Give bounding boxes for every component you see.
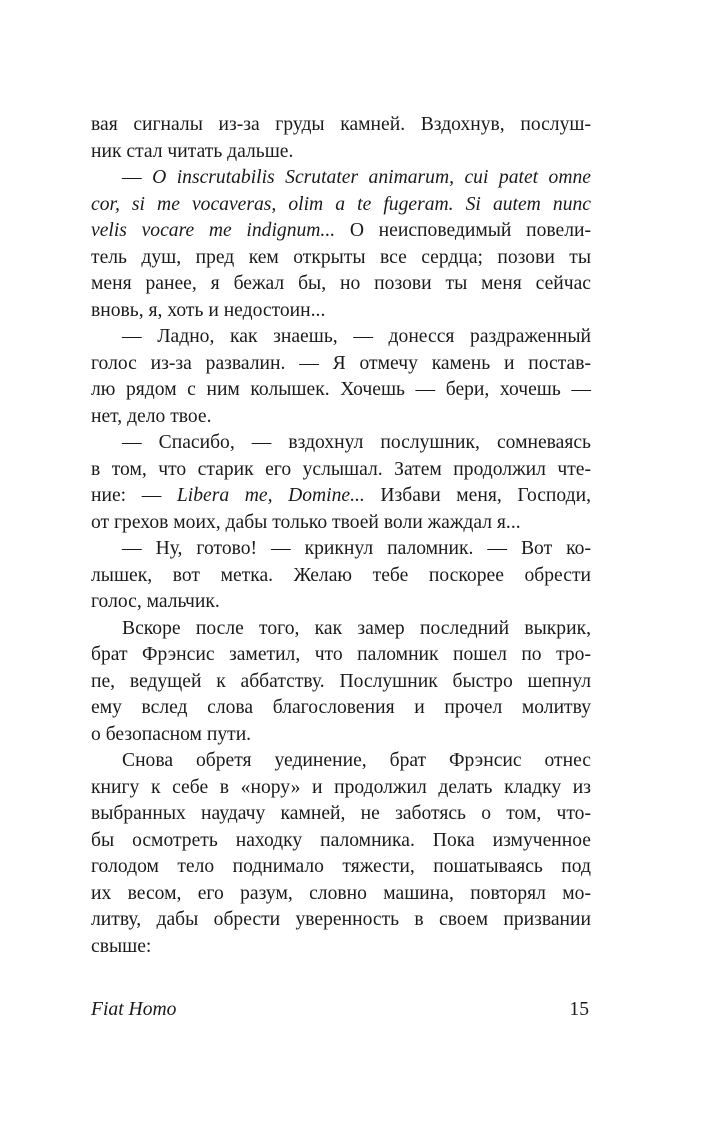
text-run: в том, что старик его услышал. Затем продолжил чте- xyxy=(91,458,591,480)
latin-quote: velis vocare me indignum... xyxy=(91,220,336,241)
text-line xyxy=(91,298,591,325)
text-line xyxy=(91,775,591,802)
page-number: 15 xyxy=(569,999,589,1020)
text-run: нет, дело твое. xyxy=(91,405,212,427)
text-line xyxy=(91,245,591,272)
text-line xyxy=(91,430,591,457)
paragraph xyxy=(91,324,591,430)
text-run: — xyxy=(122,167,153,188)
latin-quote: cor, si me vocaveras, olim a te fugeram. Si autem nunc xyxy=(91,193,591,215)
text-line xyxy=(91,616,591,643)
text-run: Снова обретя уединение, брат Фрэнсис отнес xyxy=(122,750,591,771)
text-line xyxy=(91,748,591,775)
paragraph xyxy=(91,112,591,165)
text-run: О неисповедимый повели- xyxy=(335,220,591,241)
text-run: бы осмотреть находку паломника. Пока измученное xyxy=(91,829,591,851)
text-run: — Спасибо, — вздохнул послушник, сомневаясь xyxy=(122,432,591,453)
text-run: от грехов моих, дабы только твоей воли жаждал я... xyxy=(91,511,521,533)
text-line xyxy=(91,457,591,484)
text-run: свыше: xyxy=(91,935,152,957)
text-run: Вскоре после того, как замер последний выкрик, xyxy=(122,617,591,639)
paragraph xyxy=(91,748,591,960)
text-run: меня ранее, я бежал бы, но позови ты меня сейчас xyxy=(91,273,591,294)
text-line xyxy=(91,377,591,404)
text-line xyxy=(91,589,591,616)
text-line xyxy=(91,139,591,166)
text-line xyxy=(91,112,591,139)
text-run: голодом тело поднимало тяжести, пошатываясь под xyxy=(91,856,591,877)
text-run: книгу к себе в «нору» и продолжил делать кладку из xyxy=(91,776,591,798)
running-title: Fiat Homo xyxy=(91,999,177,1020)
text-line xyxy=(91,828,591,855)
text-line xyxy=(91,536,591,563)
text-line xyxy=(91,218,591,245)
text-run: вая сигналы из-за груды камней. Вздохнув, послуш- xyxy=(91,114,591,135)
paragraph xyxy=(91,616,591,749)
text-line xyxy=(91,881,591,908)
text-line xyxy=(91,324,591,351)
text-line xyxy=(91,934,591,961)
paragraph xyxy=(91,165,591,324)
text-line xyxy=(91,351,591,378)
body-text xyxy=(91,112,591,960)
text-line xyxy=(91,271,591,298)
text-run: литву, дабы обрести уверенность в своем призвании xyxy=(91,909,591,930)
text-run: вновь, я, хоть и недостоин... xyxy=(91,299,326,321)
text-line xyxy=(91,404,591,431)
latin-quote: Libera me, Domine... xyxy=(176,485,365,506)
text-run: выбранных наудачу камней, не заботясь о том, что- xyxy=(91,803,591,824)
latin-quote: O inscrutabilis Scrutater animarum, cui patet omne xyxy=(152,167,591,188)
text-line xyxy=(91,642,591,669)
text-run: брат Фрэнсис заметил, что паломник пошел по тро- xyxy=(91,644,591,665)
text-line xyxy=(91,192,591,219)
text-run: тель душ, пред кем открыты все сердца; позови ты xyxy=(91,246,591,268)
text-run: о безопасном пути. xyxy=(91,723,252,745)
text-run: голос из-за развалин. — Я отмечу камень и постав- xyxy=(91,352,591,374)
text-line xyxy=(91,563,591,590)
text-run: пе, ведущей к аббатству. Послушник быстро шепнул xyxy=(91,670,591,692)
text-run: лю рядом с ним колышек. Хочешь — бери, хочешь — xyxy=(91,379,591,400)
text-line xyxy=(91,669,591,696)
text-run: — Ну, готово! — крикнул паломник. — Вот ко- xyxy=(122,538,591,559)
text-line xyxy=(91,165,591,192)
text-run: лышек, вот метка. Желаю тебе поскорее обрести xyxy=(91,564,591,586)
text-line xyxy=(91,510,591,537)
paragraph xyxy=(91,536,591,616)
paragraph xyxy=(91,430,591,536)
text-run: ник стал читать дальше. xyxy=(91,140,294,162)
text-run: — Ладно, как знаешь, — донесся раздраженный xyxy=(122,326,591,347)
text-run: голос, мальчик. xyxy=(91,591,220,612)
text-line xyxy=(91,907,591,934)
text-line xyxy=(91,722,591,749)
text-line xyxy=(91,801,591,828)
text-run: ему вслед слова благословения и прочел молитву xyxy=(91,697,591,718)
text-line xyxy=(91,854,591,881)
text-run: ние: — xyxy=(91,485,177,506)
text-line xyxy=(91,695,591,722)
text-run: их весом, его разум, словно машина, повторял мо- xyxy=(91,882,591,904)
text-line xyxy=(91,483,591,510)
text-run: Избави меня, Господи, xyxy=(364,485,591,506)
